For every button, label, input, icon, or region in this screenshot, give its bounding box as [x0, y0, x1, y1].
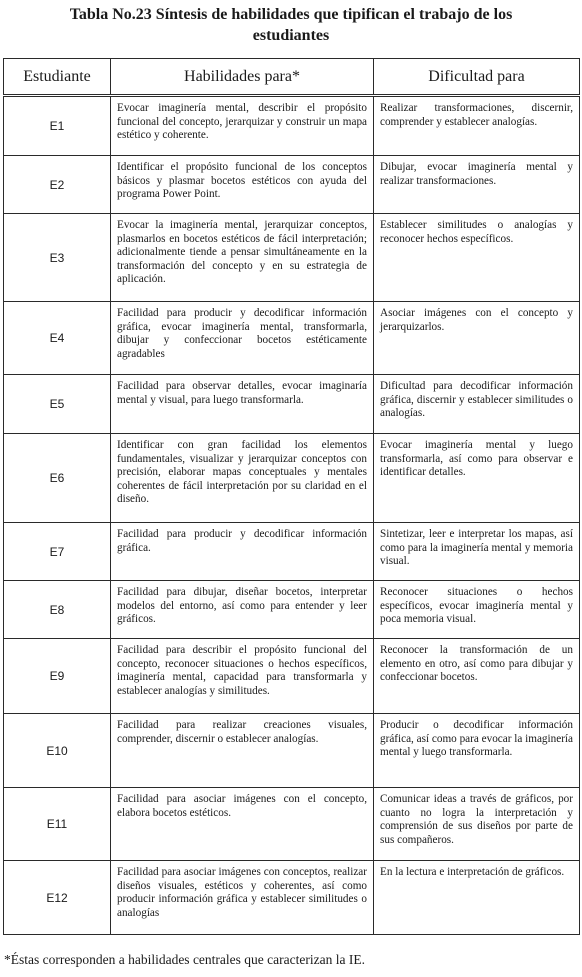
table-row	[4, 375, 580, 434]
table-row	[4, 523, 580, 581]
student-id: E11	[4, 788, 111, 861]
difficulty-cell: Producir o decodificar información gráfica, así como para evocar la imaginería mental y luego transformarla.	[374, 714, 580, 788]
table-header-row	[4, 59, 580, 96]
student-id: E1	[4, 96, 111, 156]
student-id: E3	[4, 214, 111, 302]
table-row	[4, 434, 580, 523]
difficulty-cell: Reconocer la transformación de un elemento en otro, así como para dibujar y confeccionar bocetos.	[374, 639, 580, 714]
student-id: E10	[4, 714, 111, 788]
student-id: E2	[4, 156, 111, 214]
skills-cell: Facilidad para producir y decodificar información gráfica, evocar imaginería mental, transformarla, dibujar y confeccionar bocetos estéticamente agradables	[111, 302, 374, 375]
student-id: E8	[4, 581, 111, 639]
difficulty-cell: Sintetizar, leer e interpretar los mapas, así como para la imaginería mental y memoria visual.	[374, 523, 580, 581]
skills-cell: Evocar imaginería mental, describir el propósito funcional del concepto, jerarquizar y construir un mapa estético y coherente.	[111, 96, 374, 156]
skills-cell: Evocar la imaginería mental, jerarquizar conceptos, plasmarlos en bocetos estéticos de fácil interpretación; adicionalmente tiende a pensar simultáneamente en la transformación del concepto y en su estrategia de aplicación.	[111, 214, 374, 302]
difficulty-cell: Dibujar, evocar imaginería mental y realizar transformaciones.	[374, 156, 580, 214]
skills-cell: Identificar con gran facilidad los elementos fundamentales, visualizar y jerarquizar conceptos con precisión, elaborar mapas conceptuales y mentales coherentes de fácil interpretación por su claridad en el diseño.	[111, 434, 374, 523]
difficulty-cell: Establecer similitudes o analogías y reconocer hechos específicos.	[374, 214, 580, 302]
student-id: E12	[4, 861, 111, 935]
table-row	[4, 788, 580, 861]
skills-cell: Facilidad para producir y decodificar información gráfica.	[111, 523, 374, 581]
difficulty-cell: Reconocer situaciones o hechos específicos, evocar imaginería mental y poca memoria visual.	[374, 581, 580, 639]
table-row	[4, 302, 580, 375]
skills-cell: Facilidad para asociar imágenes con conceptos, realizar diseños visuales, estéticos y coherentes, así como producir información gráfica y establecer similitudes o analogías	[111, 861, 374, 935]
skills-cell: Facilidad para realizar creaciones visuales, comprender, discernir o establecer analogías.	[111, 714, 374, 788]
skills-cell: Facilidad para observar detalles, evocar imaginaría mental y visual, para luego transformarla.	[111, 375, 374, 434]
difficulty-cell: Dificultad para decodificar información gráfica, discernir y establecer similitudes o analogías.	[374, 375, 580, 434]
difficulty-cell: En la lectura e interpretación de gráficos.	[374, 861, 580, 935]
table-caption: Tabla No.23 Síntesis de habilidades que tipifican el trabajo de los estudiantes	[69, 6, 513, 44]
header-student: Estudiante	[4, 59, 111, 96]
table-footnote: *Éstas corresponden a habilidades centrales que caracterizan la IE.	[4, 952, 365, 967]
table-row	[4, 861, 580, 935]
difficulty-cell: Asociar imágenes con el concepto y jerarquizarlos.	[374, 302, 580, 375]
skills-table	[3, 58, 580, 935]
student-id: E4	[4, 302, 111, 375]
skills-cell: Facilidad para describir el propósito funcional del concepto, reconocer situaciones o hechos específicos, imaginería mental, capacidad para transformarla y establecer analogías y similitudes.	[111, 639, 374, 714]
student-id: E5	[4, 375, 111, 434]
table-row	[4, 96, 580, 156]
table-row	[4, 639, 580, 714]
table-row	[4, 156, 580, 214]
table-row	[4, 581, 580, 639]
difficulty-cell: Comunicar ideas a través de gráficos, por cuanto no logra la interpretación y comprensión de sus diseños por parte de sus compañeros.	[374, 788, 580, 861]
header-difficulty: Dificultad para	[374, 59, 580, 96]
student-id: E9	[4, 639, 111, 714]
difficulty-cell: Realizar transformaciones, discernir, comprender y establecer analogías.	[374, 96, 580, 156]
table-row	[4, 714, 580, 788]
skills-cell: Facilidad para asociar imágenes con el concepto, elabora bocetos estéticos.	[111, 788, 374, 861]
skills-cell: Facilidad para dibujar, diseñar bocetos, interpretar modelos del entorno, así como para entender y leer gráficos.	[111, 581, 374, 639]
student-id: E6	[4, 434, 111, 523]
header-skills: Habilidades para*	[111, 59, 374, 96]
skills-cell: Identificar el propósito funcional de los conceptos básicos y plasmar bocetos estéticos con ayuda del programa Power Point.	[111, 156, 374, 214]
student-id: E7	[4, 523, 111, 581]
table-row	[4, 214, 580, 302]
difficulty-cell: Evocar imaginería mental y luego transformarla, así como para observar e identificar detalles.	[374, 434, 580, 523]
